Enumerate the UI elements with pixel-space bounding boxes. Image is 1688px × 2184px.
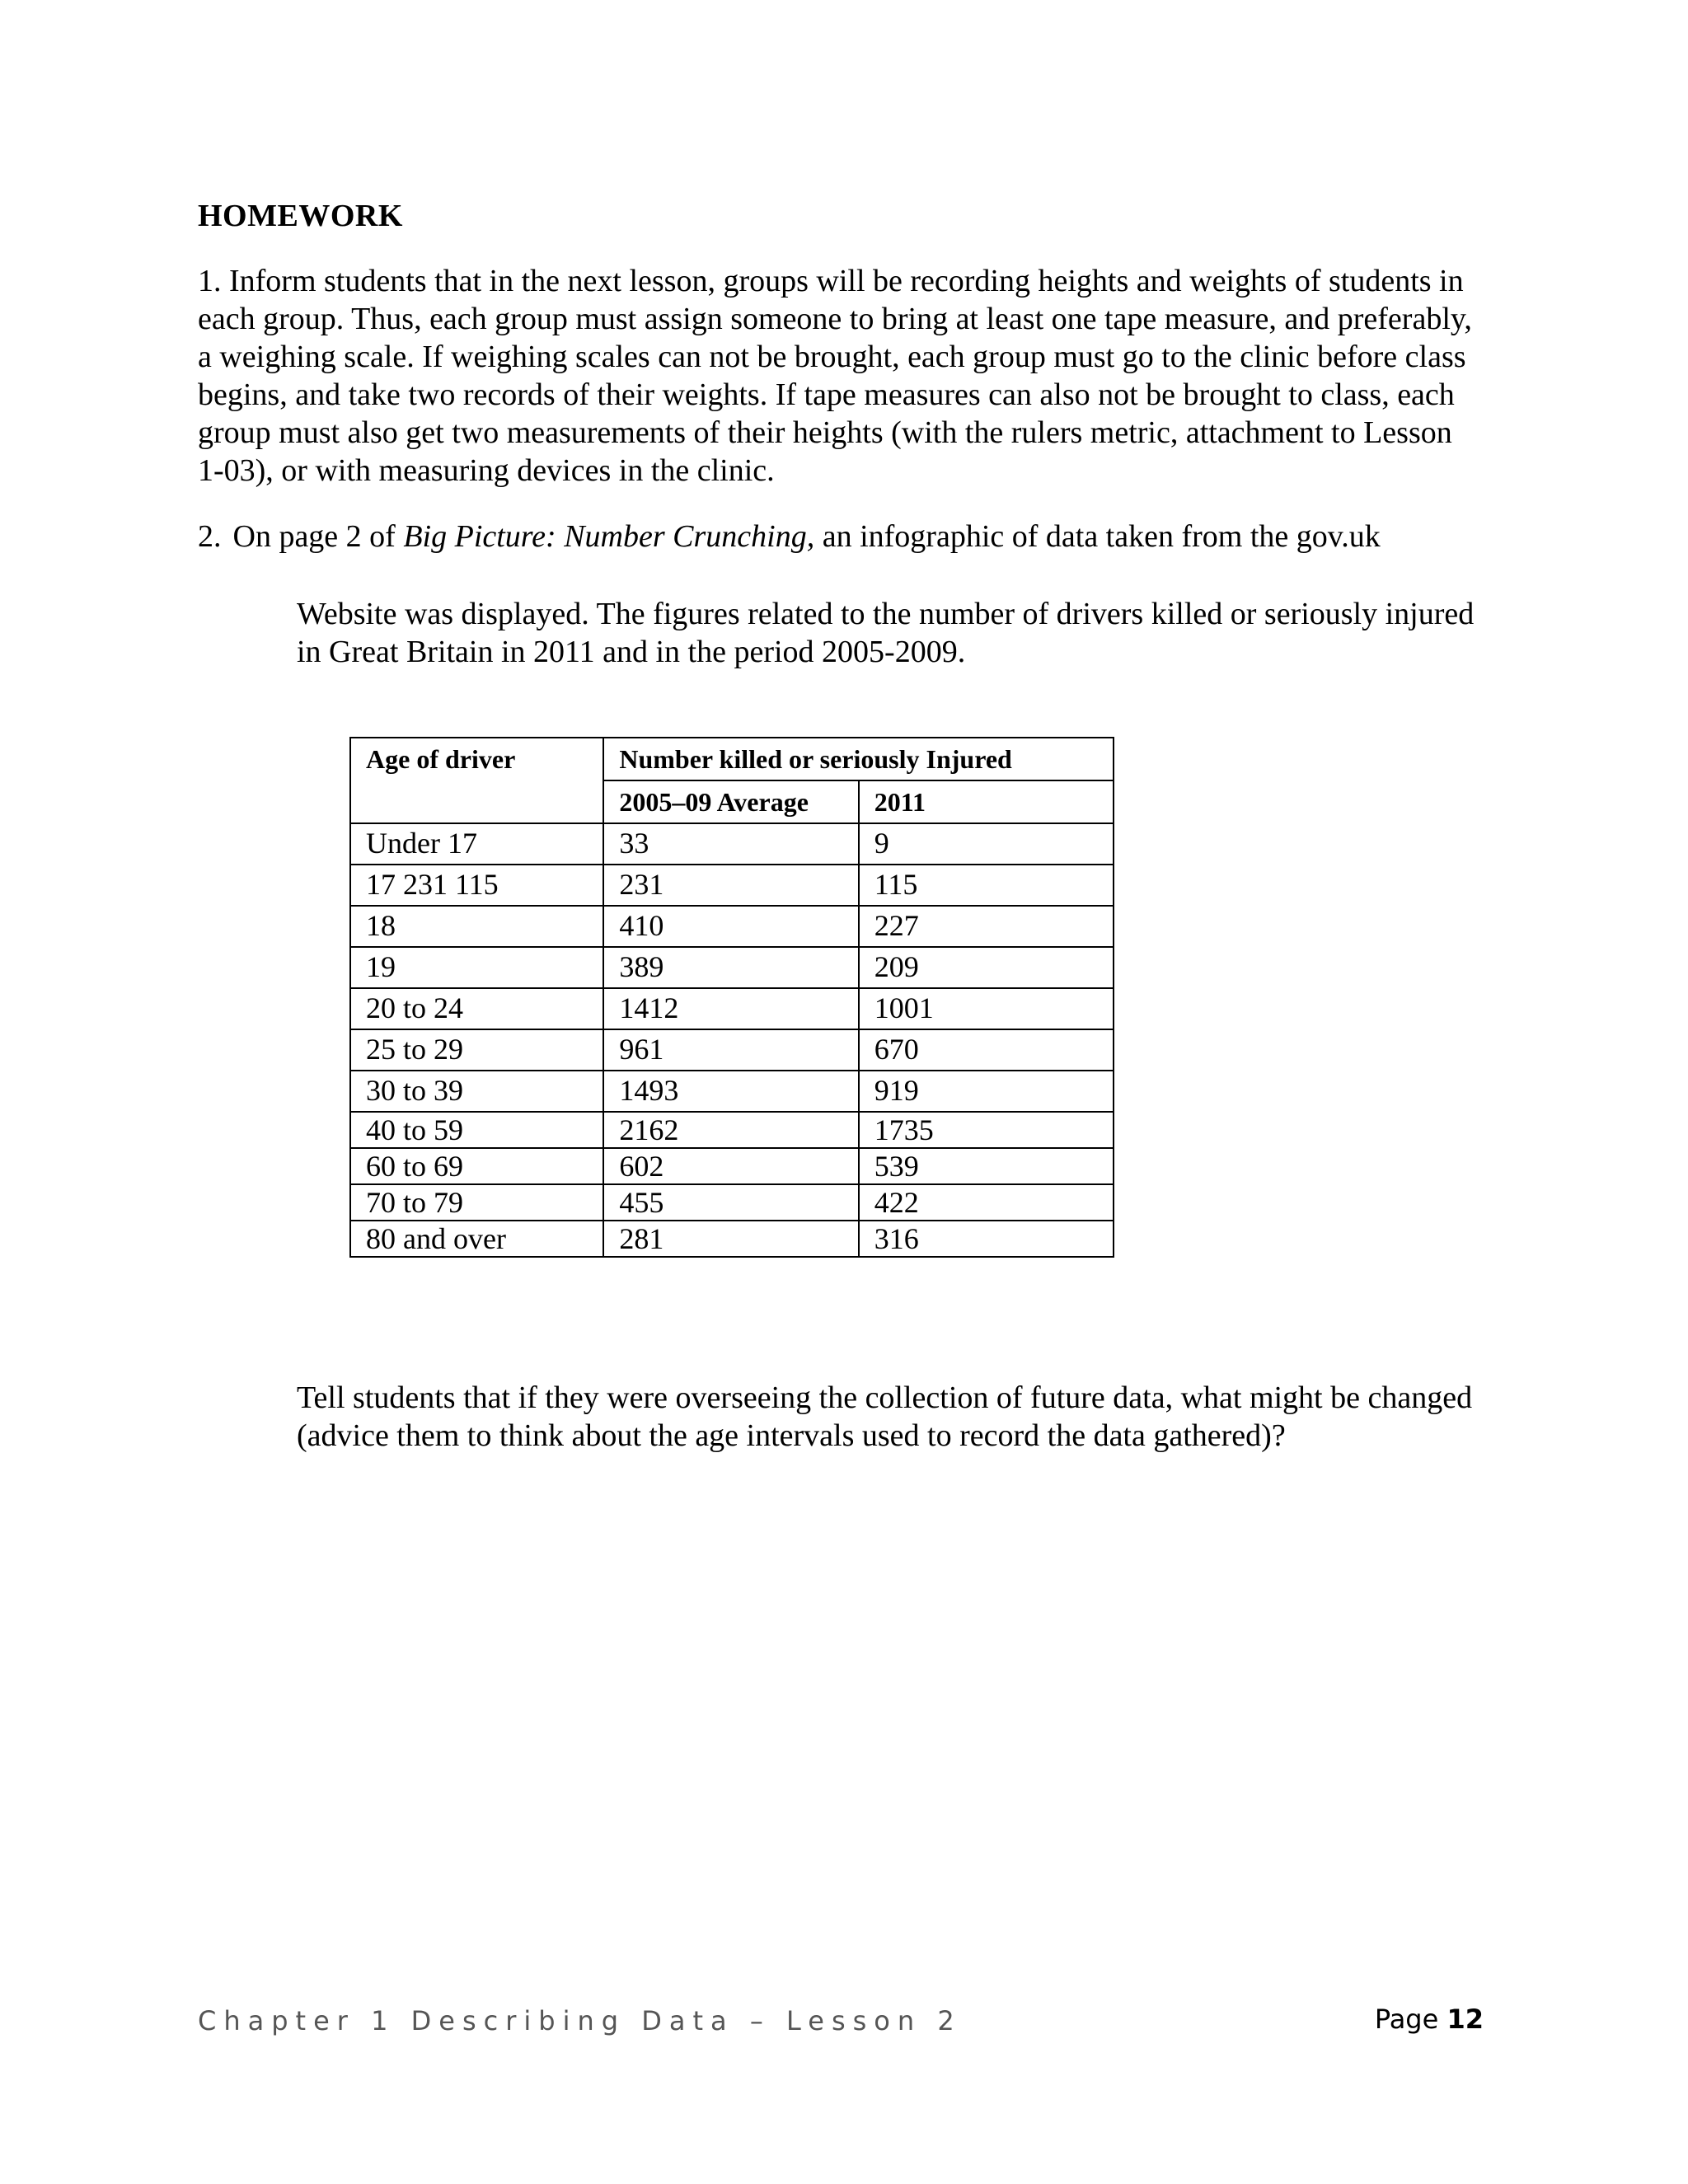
table-row bbox=[350, 1184, 1114, 1221]
cell-2011: 115 bbox=[859, 865, 1114, 906]
cell-2011: 209 bbox=[859, 947, 1114, 988]
header-2011: 2011 bbox=[859, 780, 1114, 823]
cell-2005-09-average: 602 bbox=[603, 1148, 858, 1184]
cell-age: 40 to 59 bbox=[350, 1112, 603, 1148]
cell-age: 20 to 24 bbox=[350, 988, 603, 1029]
table-row bbox=[350, 865, 1114, 906]
item-2-number: 2. bbox=[198, 519, 222, 554]
cell-2005-09-average: 961 bbox=[603, 1029, 858, 1071]
table-row bbox=[350, 823, 1114, 865]
cell-age: 80 and over bbox=[350, 1221, 603, 1257]
header-2005-09-average: 2005–09 Average bbox=[603, 780, 858, 823]
section-heading: HOMEWORK bbox=[198, 199, 403, 233]
cell-age: 18 bbox=[350, 906, 603, 947]
cell-2005-09-average: 410 bbox=[603, 906, 858, 947]
cell-age: 19 bbox=[350, 947, 603, 988]
cell-2011: 316 bbox=[859, 1221, 1114, 1257]
cell-2005-09-average: 1493 bbox=[603, 1071, 858, 1112]
cell-2011: 919 bbox=[859, 1071, 1114, 1112]
cell-2005-09-average: 389 bbox=[603, 947, 858, 988]
table-row bbox=[350, 1112, 1114, 1148]
drivers-casualty-table bbox=[349, 737, 1114, 1258]
cell-age: Under 17 bbox=[350, 823, 603, 865]
item-2-text-before: On page 2 of bbox=[232, 519, 396, 554]
cell-2005-09-average: 1412 bbox=[603, 988, 858, 1029]
page-label: Page bbox=[1374, 2004, 1439, 2035]
cell-2011: 227 bbox=[859, 906, 1114, 947]
table-row bbox=[350, 1221, 1114, 1257]
cell-2011: 1735 bbox=[859, 1112, 1114, 1148]
table-row bbox=[350, 1071, 1114, 1112]
homework-item-1: 1. Inform students that in the next lesson, groups will be recording heights and weights of students in each group. Thus, each group must assign someone to bring at least one tape measure, and preferably, a weighing scale. If weighing scales can not be brought, each group must go to the clinic before class begins, and take two records of their weights. If tape measures can also not be brought to class, each group must also get two measurements of their heights (with the rulers metric, attachment to Lesson 1-03), or with measuring devices in the clinic. bbox=[198, 264, 1472, 488]
cell-2011: 422 bbox=[859, 1184, 1114, 1221]
cell-age: 17 231 115 bbox=[350, 865, 603, 906]
cell-age: 70 to 79 bbox=[350, 1184, 603, 1221]
table-row bbox=[350, 947, 1114, 988]
cell-2005-09-average: 2162 bbox=[603, 1112, 858, 1148]
table-header-row bbox=[350, 738, 1114, 780]
homework-item-2-continued: Website was displayed. The figures related to the number of drivers killed or seriously injured in Great Britain in 2011 and in the period 2005-2009. bbox=[297, 597, 1475, 669]
cell-2011: 670 bbox=[859, 1029, 1114, 1071]
cell-age: 60 to 69 bbox=[350, 1148, 603, 1184]
header-number-killed: Number killed or seriously Injured bbox=[603, 738, 1114, 780]
footer-page-number bbox=[1375, 2004, 1484, 2035]
table-row bbox=[350, 1029, 1114, 1071]
cell-2011: 9 bbox=[859, 823, 1114, 865]
cell-age: 30 to 39 bbox=[350, 1071, 603, 1112]
cell-2005-09-average: 231 bbox=[603, 865, 858, 906]
item-2-text-after: an infographic of data taken from the gov.uk bbox=[822, 519, 1381, 554]
page-number: 12 bbox=[1447, 2004, 1484, 2035]
cell-2005-09-average: 455 bbox=[603, 1184, 858, 1221]
cell-2011: 1001 bbox=[859, 988, 1114, 1029]
cell-2005-09-average: 281 bbox=[603, 1221, 858, 1257]
footer-chapter-title: Chapter 1 Describing Data – Lesson 2 bbox=[198, 2005, 962, 2036]
table-row bbox=[350, 1148, 1114, 1184]
cell-2011: 539 bbox=[859, 1148, 1114, 1184]
closing-instruction: Tell students that if they were overseeing the collection of future data, what might be changed (advice them to think about the age intervals used to record the data gathered)? bbox=[297, 1380, 1473, 1453]
item-2-book-title: Big Picture: Number Crunching, bbox=[403, 519, 815, 554]
header-age-of-driver: Age of driver bbox=[350, 738, 603, 823]
table-row bbox=[350, 906, 1114, 947]
cell-2005-09-average: 33 bbox=[603, 823, 858, 865]
table-row bbox=[350, 988, 1114, 1029]
homework-item-2 bbox=[198, 518, 1484, 555]
cell-age: 25 to 29 bbox=[350, 1029, 603, 1071]
